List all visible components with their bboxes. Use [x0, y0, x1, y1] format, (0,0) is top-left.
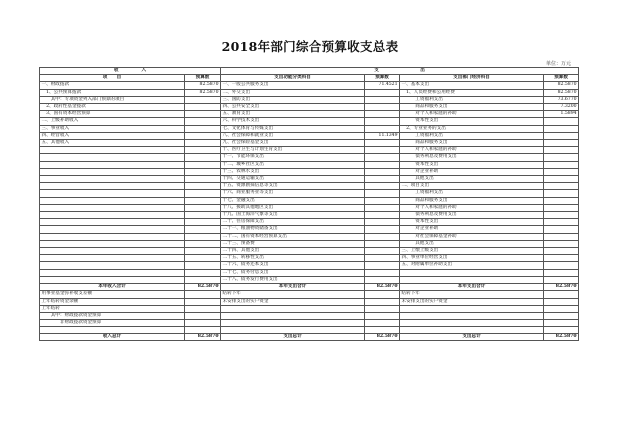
econ-item-cell: 二、项目支出	[400, 183, 544, 190]
func-value-cell	[365, 104, 400, 111]
income-total-label: 收入总计	[40, 333, 185, 340]
income-value-cell	[185, 161, 221, 168]
income-item-cell	[40, 176, 185, 183]
income-value-cell	[185, 140, 221, 147]
unit-label: 单位：万元	[545, 61, 571, 67]
func-item-cell: 二十六、债务还本支出	[221, 262, 365, 269]
income-item-cell	[40, 248, 185, 255]
econ-item-cell: 商品和服务支出	[400, 197, 544, 204]
table-row	[40, 111, 579, 118]
func-item-cell: 二十二、国有资本经营预算支出	[221, 233, 365, 240]
table-row	[40, 233, 579, 240]
income-item-cell: 其中：财政拨款资金预算	[40, 312, 185, 319]
econ-value-cell	[544, 176, 579, 183]
table-row	[40, 104, 579, 111]
func-item-cell: 三、国防支出	[221, 96, 365, 103]
income-item-cell: 非财政拨款资金预算	[40, 320, 185, 327]
econ-item-cell: 对个人和家庭的补助	[400, 204, 544, 211]
col-header-budget: 预算数	[544, 75, 579, 82]
table-row	[40, 147, 579, 154]
econ-item-cell	[400, 312, 544, 319]
econ-item-cell: 工资福利支出	[400, 96, 544, 103]
income-value-cell	[185, 226, 221, 233]
carryover-row	[40, 291, 579, 298]
func-value-cell	[365, 233, 400, 240]
func-value-cell	[365, 183, 400, 190]
income-item-cell	[40, 233, 185, 240]
econ-item-cell	[400, 276, 544, 283]
func-value-cell	[365, 291, 400, 298]
econ-value-cell	[544, 276, 579, 283]
func-value-cell	[365, 147, 400, 154]
income-value-cell	[185, 111, 221, 118]
econ-item-cell: 五、对附属单位补助支出	[400, 262, 544, 269]
econ-total-value: 82.5870	[544, 333, 579, 340]
carryover-row	[40, 312, 579, 319]
func-item-cell: 十六、商业服务业等支出	[221, 190, 365, 197]
func-value-cell	[365, 118, 400, 125]
income-value-cell	[185, 183, 221, 190]
econ-value-cell	[544, 212, 579, 219]
report-title: 2018年部门综合预算收支总表	[221, 39, 399, 54]
table-row	[40, 262, 579, 269]
func-item-cell: 十四、交通运输支出	[221, 176, 365, 183]
carryover-row	[40, 305, 579, 312]
econ-item-cell: 其他支出	[400, 176, 544, 183]
income-item-cell	[40, 212, 185, 219]
income-total-label: 本年收入合计	[40, 284, 185, 291]
econ-item-cell: 一、基本支出	[400, 82, 544, 89]
table-row	[40, 140, 579, 147]
func-value-cell	[365, 248, 400, 255]
income-value-cell	[185, 312, 221, 319]
func-value-cell	[365, 226, 400, 233]
econ-value-cell	[544, 226, 579, 233]
income-value-cell	[185, 305, 221, 312]
income-item-cell: 用事业基金弥补收支差额	[40, 291, 185, 298]
income-value-cell	[185, 320, 221, 327]
func-item-cell	[221, 320, 365, 327]
income-value-cell	[185, 197, 221, 204]
table-row	[40, 118, 579, 125]
func-value-cell	[365, 89, 400, 96]
income-item-cell	[40, 147, 185, 154]
func-value-cell	[365, 255, 400, 262]
econ-value-cell	[544, 168, 579, 175]
econ-value-cell	[544, 140, 579, 147]
econ-value-cell	[544, 298, 579, 305]
func-item-cell: 一、一般公共服务支出	[221, 82, 365, 89]
econ-item-cell: 三、上缴上级支出	[400, 248, 544, 255]
income-value-cell	[185, 154, 221, 161]
econ-item-cell: 债务利息及费用支出	[400, 212, 544, 219]
econ-value-cell: 1.5894	[544, 111, 579, 118]
table-row	[40, 226, 579, 233]
income-value-cell: 82.5870	[185, 89, 221, 96]
func-item-cell: 十五、资源勘探信息等支出	[221, 183, 365, 190]
income-value-cell	[185, 276, 221, 283]
econ-value-cell: 73.6770	[544, 96, 579, 103]
econ-item-cell: 对社会保障基金补助	[400, 233, 544, 240]
income-item-cell	[40, 190, 185, 197]
income-item-cell: 五、其他收入	[40, 140, 185, 147]
income-value-cell	[185, 132, 221, 139]
income-item-cell: 二、上级补助收入	[40, 118, 185, 125]
econ-value-cell	[544, 125, 579, 132]
column-header-row	[40, 75, 579, 82]
econ-item-cell: 工资福利支出	[400, 190, 544, 197]
econ-value-cell	[544, 204, 579, 211]
income-value-cell	[185, 118, 221, 125]
budget-summary-table	[39, 67, 579, 341]
econ-item-cell: 1、人员经费和公用经费	[400, 89, 544, 96]
func-item-cell: 二十一、粮油物资储备支出	[221, 226, 365, 233]
grand-total-row	[40, 333, 579, 340]
econ-value-cell	[544, 312, 579, 319]
func-item-cell	[221, 312, 365, 319]
table-row	[40, 197, 579, 204]
econ-value-cell	[544, 240, 579, 247]
income-value-cell	[185, 298, 221, 305]
func-value-cell	[365, 219, 400, 226]
func-item-cell: 二十三、预备费	[221, 240, 365, 247]
func-value-cell	[365, 125, 400, 132]
table-row	[40, 204, 579, 211]
func-value-cell	[365, 176, 400, 183]
econ-item-cell: 对企业补助	[400, 168, 544, 175]
func-item-cell	[221, 305, 365, 312]
func-item-cell: 九、社会保险基金支出	[221, 140, 365, 147]
func-item-cell: 结转下年	[221, 291, 365, 298]
econ-value-cell	[544, 233, 579, 240]
income-item-cell	[40, 183, 185, 190]
econ-item-cell: 工资福利支出	[400, 132, 544, 139]
income-value-cell: 82.5870	[185, 82, 221, 89]
func-item-cell: 十一、节能环保支出	[221, 154, 365, 161]
func-total-value: 82.5870	[365, 333, 400, 340]
col-header-func-item: 支出功能分类科目	[221, 75, 365, 82]
income-value-cell	[185, 96, 221, 103]
income-total-value: 82.5870	[185, 284, 221, 291]
func-item-cell: 八、社会保障和就业支出	[221, 132, 365, 139]
table-row	[40, 89, 579, 96]
func-value-cell	[365, 197, 400, 204]
func-value-cell	[365, 111, 400, 118]
col-header-budget: 预算数	[365, 75, 400, 82]
income-item-cell: 3、国有资本经营预算	[40, 111, 185, 118]
econ-item-cell: 资本性支出	[400, 161, 544, 168]
func-item-cell: 十八、援助其他地区支出	[221, 204, 365, 211]
income-value-cell	[185, 104, 221, 111]
income-item-cell	[40, 240, 185, 247]
income-item-cell: 其中：专项资金列入部门预算的项目	[40, 96, 185, 103]
econ-item-cell: 四、事业单位经营支出	[400, 255, 544, 262]
econ-item-cell: 债务利息及费用支出	[400, 154, 544, 161]
func-item-cell: 四、公共安全支出	[221, 104, 365, 111]
table-row	[40, 154, 579, 161]
func-value-cell	[365, 190, 400, 197]
income-value-cell	[185, 212, 221, 219]
func-value-cell	[365, 168, 400, 175]
econ-item-cell: 对个人和家庭的补助	[400, 111, 544, 118]
func-item-cell: 未安排支出的实户资金	[221, 298, 365, 305]
func-item-cell: 二、外交支出	[221, 89, 365, 96]
table-row	[40, 269, 579, 276]
func-item-cell: 二十、住房保障支出	[221, 219, 365, 226]
econ-item-cell: 未安排支出的实户资金	[400, 298, 544, 305]
func-total-label: 支出总计	[221, 333, 365, 340]
func-value-cell	[365, 154, 400, 161]
econ-item-cell: 资本性支出	[400, 118, 544, 125]
income-item-cell	[40, 276, 185, 283]
income-item-cell	[40, 226, 185, 233]
col-header-item: 项 目	[40, 75, 185, 82]
income-value-cell	[185, 291, 221, 298]
income-item-cell	[40, 219, 185, 226]
income-total-value: 82.5870	[185, 333, 221, 340]
table-row	[40, 161, 579, 168]
income-item-cell	[40, 204, 185, 211]
table-row	[40, 212, 579, 219]
income-value-cell	[185, 219, 221, 226]
econ-value-cell: 82.5870	[544, 89, 579, 96]
income-item-cell: 上年结转	[40, 305, 185, 312]
econ-value-cell	[544, 183, 579, 190]
func-value-cell	[365, 140, 400, 147]
func-value-cell	[365, 204, 400, 211]
income-item-cell	[40, 168, 185, 175]
table-row	[40, 125, 579, 132]
income-value-cell	[185, 262, 221, 269]
income-item-cell	[40, 197, 185, 204]
econ-item-cell: 商品和服务支出	[400, 104, 544, 111]
econ-value-cell	[544, 320, 579, 327]
table-row	[40, 96, 579, 103]
econ-value-cell: 7.3200	[544, 104, 579, 111]
econ-item-cell: 商品和服务支出	[400, 140, 544, 147]
func-total-value: 82.5870	[365, 284, 400, 291]
func-value-cell	[365, 276, 400, 283]
table-row	[40, 176, 579, 183]
econ-total-label: 本年支出合计	[400, 284, 544, 291]
table-row	[40, 82, 579, 89]
econ-value-cell	[544, 248, 579, 255]
econ-item-cell	[400, 305, 544, 312]
func-item-cell: 二十四、其他支出	[221, 248, 365, 255]
econ-value-cell	[544, 197, 579, 204]
econ-value-cell	[544, 190, 579, 197]
func-value-cell	[365, 305, 400, 312]
econ-value-cell	[544, 161, 579, 168]
table-row	[40, 276, 579, 283]
func-value-cell	[365, 161, 400, 168]
econ-value-cell	[544, 305, 579, 312]
econ-value-cell	[544, 147, 579, 154]
func-value-cell	[365, 269, 400, 276]
func-value-cell	[365, 212, 400, 219]
func-value-cell	[365, 298, 400, 305]
income-value-cell	[185, 248, 221, 255]
income-value-cell	[185, 255, 221, 262]
econ-item-cell	[400, 269, 544, 276]
table-row	[40, 132, 579, 139]
func-item-cell: 十七、金融支出	[221, 197, 365, 204]
econ-item-cell: 其他支出	[400, 240, 544, 247]
econ-value-cell	[544, 118, 579, 125]
func-value-cell	[365, 312, 400, 319]
econ-value-cell	[544, 219, 579, 226]
func-item-cell: 五、教育支出	[221, 111, 365, 118]
func-item-cell: 七、文化体育与传媒支出	[221, 125, 365, 132]
func-value-cell: 11.1349	[365, 132, 400, 139]
col-header-budget: 预算数	[185, 75, 221, 82]
econ-total-label: 支出总计	[400, 333, 544, 340]
func-item-cell: 二十八、债务发行费用支出	[221, 276, 365, 283]
income-item-cell	[40, 262, 185, 269]
income-item-cell: 四、经营收入	[40, 132, 185, 139]
econ-item-cell: 对企业补助	[400, 226, 544, 233]
func-value-cell	[365, 240, 400, 247]
income-value-cell	[185, 147, 221, 154]
func-item-cell: 十二、城乡社区支出	[221, 161, 365, 168]
col-header-econ-item: 支出部门经济科目	[400, 75, 544, 82]
income-item-cell	[40, 161, 185, 168]
income-value-cell	[185, 125, 221, 132]
func-item-cell: 十三、农林水支出	[221, 168, 365, 175]
expense-group-header: 支 出	[221, 68, 579, 75]
income-item-cell: 三、事业收入	[40, 125, 185, 132]
income-item-cell: 1、公共预算拨款	[40, 89, 185, 96]
func-item-cell: 二十七、债务付息支出	[221, 269, 365, 276]
income-item-cell: 上年结转资金余额	[40, 298, 185, 305]
econ-value-cell	[544, 291, 579, 298]
carryover-row	[40, 298, 579, 305]
econ-total-value: 82.5870	[544, 284, 579, 291]
income-value-cell	[185, 240, 221, 247]
table-row	[40, 168, 579, 175]
func-value-cell	[365, 96, 400, 103]
econ-value-cell	[544, 154, 579, 161]
econ-value-cell	[544, 269, 579, 276]
table-row	[40, 219, 579, 226]
econ-value-cell	[544, 132, 579, 139]
econ-value-cell	[544, 262, 579, 269]
income-value-cell	[185, 204, 221, 211]
income-value-cell	[185, 176, 221, 183]
econ-item-cell: 2、专业业务的支出	[400, 125, 544, 132]
func-total-label: 本年支出合计	[221, 284, 365, 291]
table-row	[40, 255, 579, 262]
econ-value-cell	[544, 255, 579, 262]
econ-value-cell: 82.5870	[544, 82, 579, 89]
func-item-cell: 二十五、转移性支出	[221, 255, 365, 262]
func-value-cell	[365, 262, 400, 269]
func-value-cell	[365, 320, 400, 327]
year-total-row	[40, 284, 579, 291]
income-value-cell	[185, 269, 221, 276]
func-item-cell: 十、医疗卫生与计划生育支出	[221, 147, 365, 154]
func-value-cell: 71.4521	[365, 82, 400, 89]
income-value-cell	[185, 233, 221, 240]
carryover-row	[40, 320, 579, 327]
econ-item-cell	[400, 320, 544, 327]
income-value-cell	[185, 190, 221, 197]
table-row	[40, 190, 579, 197]
table-row	[40, 240, 579, 247]
income-item-cell: 一、财政拨款	[40, 82, 185, 89]
econ-item-cell: 对个人和家庭的补助	[400, 147, 544, 154]
func-item-cell: 六、科学技术支出	[221, 118, 365, 125]
econ-item-cell: 结转下年	[400, 291, 544, 298]
income-item-cell	[40, 269, 185, 276]
table-row	[40, 248, 579, 255]
income-value-cell	[185, 168, 221, 175]
income-group-header: 收 入	[40, 68, 221, 75]
income-item-cell	[40, 154, 185, 161]
func-item-cell: 十九、国土海洋气象等支出	[221, 212, 365, 219]
group-header-row	[40, 68, 579, 75]
econ-item-cell: 资本性支出	[400, 219, 544, 226]
income-item-cell	[40, 255, 185, 262]
income-item-cell: 2、政府性基金拨款	[40, 104, 185, 111]
table-row	[40, 183, 579, 190]
